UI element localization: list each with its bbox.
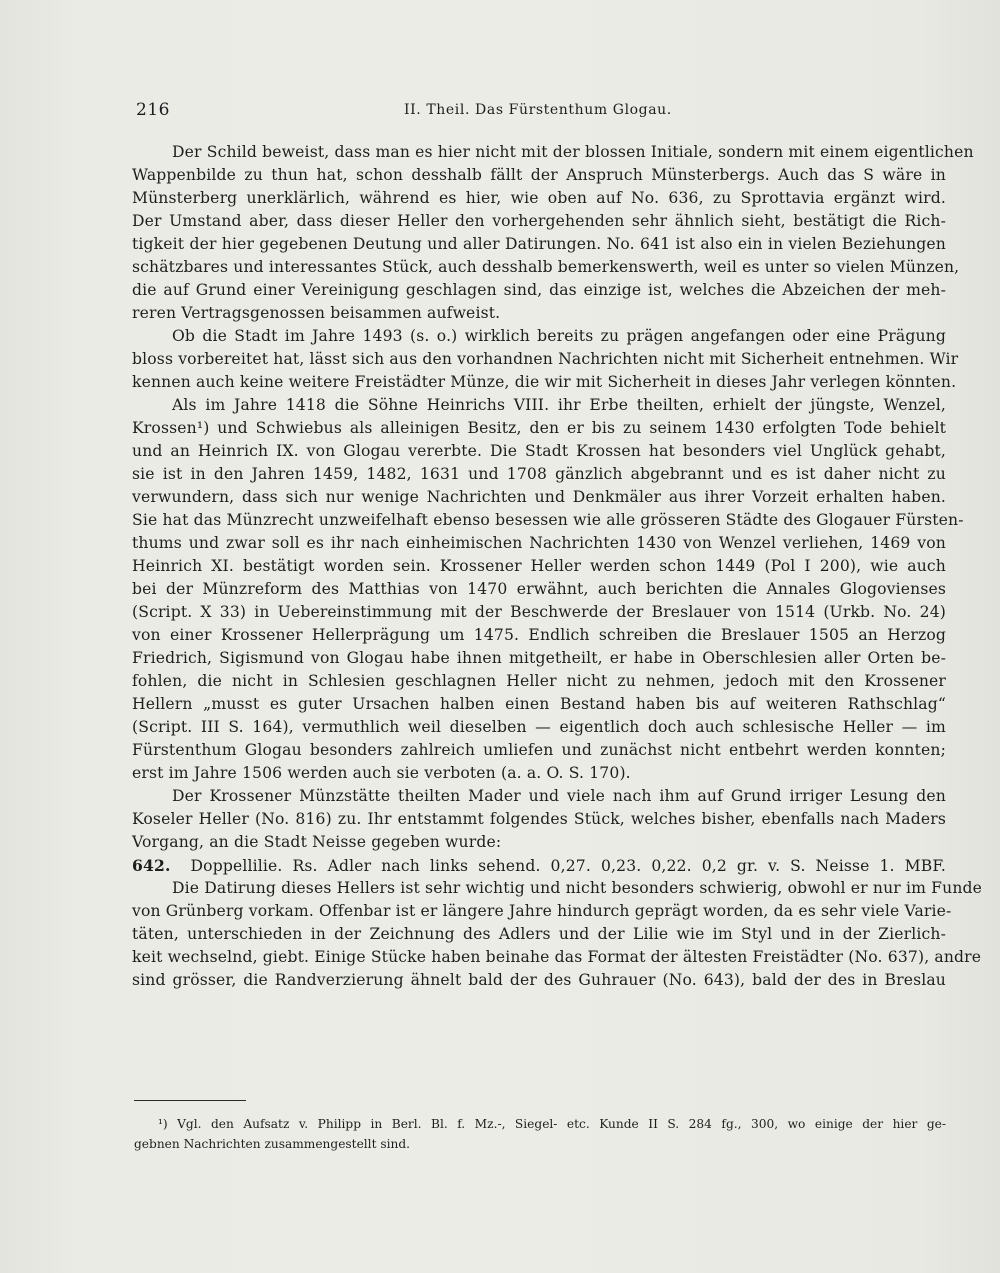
text-line: Wappenbilde zu thun hat, schon desshalb fällt der Anspruch Münsterbergs. Auch das S wäre in — [132, 166, 946, 184]
text-line: täten, unterschieden in der Zeichnung des Adlers und der Lilie wie im Styl und in der Zierlich- — [132, 925, 946, 943]
text-line: (Script. III S. 164), vermuthlich weil dieselben — eigentlich doch auch schlesische Heller — im — [132, 718, 946, 736]
text-line: (Script. X 33) in Uebereinstimmung mit der Beschwerde der Breslauer von 1514 (Urkb. No. 24) — [132, 603, 946, 621]
text-line: Ob die Stadt im Jahre 1493 (s. o.) wirklich bereits zu prägen angefangen oder eine Prägung — [172, 327, 946, 345]
text-line: reren Vertragsgenossen beisammen aufweist. — [132, 304, 501, 322]
entry-number: 642. — [132, 856, 171, 875]
text-line: thums und zwar soll es ihr nach einheimischen Nachrichten 1430 von Wenzel verliehen, 1469 von — [132, 534, 946, 552]
text-line: Krossen¹) und Schwiebus als alleinigen Besitz, den er bis zu seinem 1430 erfolgten Tode behielt — [132, 419, 946, 437]
text-line: Die Datirung dieses Hellers ist sehr wichtig und nicht besonders schwierig, obwohl er nur im Funde — [172, 879, 983, 897]
text-line: Koseler Heller (No. 816) zu. Ihr entstammt folgendes Stück, welches bisher, ebenfalls nach Maders — [132, 810, 946, 828]
text-line: und an Heinrich IX. von Glogau vererbte. Die Stadt Krossen hat besonders viel Unglück gehabt, — [132, 442, 946, 460]
body-text — [132, 141, 983, 992]
text-line: schätzbares und interessantes Stück, auch desshalb bemerkenswerth, weil es unter so vielen Münzen, — [132, 258, 960, 276]
text-line: Der Krossener Münzstätte theilten Mader und viele nach ihm auf Grund irriger Lesung den — [172, 787, 946, 805]
page-header — [136, 100, 946, 124]
text-line: verwundern, dass sich nur wenige Nachrichten und Denkmäler aus ihrer Vorzeit erhalten haben. — [132, 488, 946, 506]
running-head: II. Theil. Das Fürstenthum Glogau. — [404, 102, 672, 118]
text-line: kennen auch keine weitere Freistädter Münze, die wir mit Sicherheit in dieses Jahr verlegen könnten. — [132, 373, 957, 391]
text-line: Friedrich, Sigismund von Glogau habe ihnen mitgetheilt, er habe in Oberschlesien aller Orten be- — [132, 649, 946, 667]
text-line: keit wechselnd, giebt. Einige Stücke haben beinahe das Format der ältesten Freistädter (No. 637), andre — [132, 948, 982, 966]
text-line: die auf Grund einer Vereinigung geschlagen sind, das einzige ist, welches die Abzeichen der meh- — [132, 281, 946, 299]
text-line: Der Schild beweist, dass man es hier nicht mit der blossen Initiale, sondern mit einem eigentlichen — [172, 143, 974, 161]
text-line: sie ist in den Jahren 1459, 1482, 1631 und 1708 gänzlich abgebrannt und es ist daher nicht zu — [132, 465, 946, 483]
text-line: erst im Jahre 1506 werden auch sie verboten (a. a. O. S. 170). — [132, 764, 631, 782]
text-line: Münsterberg unerklärlich, während es hier, wie oben auf No. 636, zu Sprottavia ergänzt wird. — [132, 189, 946, 207]
text-line: Fürstenthum Glogau besonders zahlreich umliefen und zunächst nicht entbehrt werden konnten; — [132, 741, 946, 759]
footnote-line: ¹) Vgl. den Aufsatz v. Philipp in Berl. Bl. f. Mz.-, Siegel- etc. Kunde II S. 284 fg., 300, wo einige der hier ge- — [158, 1117, 946, 1131]
text-line: Als im Jahre 1418 die Söhne Heinrichs VIII. ihr Erbe theilten, erhielt der jüngste, Wenzel, — [172, 396, 946, 414]
text-line: von einer Krossener Hellerprägung um 1475. Endlich schreiben die Breslauer 1505 an Herzog — [132, 626, 946, 644]
footnotes — [134, 1114, 946, 1154]
text-line: Heinrich XI. bestätigt worden sein. Krossener Heller werden schon 1449 (Pol I 200), wie auch — [132, 557, 946, 575]
page-number: 216 — [136, 100, 170, 120]
entry-description: Doppellilie. Rs. Adler nach links sehend. 0,27. 0,23. 0,22. 0,2 gr. v. S. Neisse 1. MBF. — [190, 857, 946, 875]
text-line: Vorgang, an die Stadt Neisse gegeben wurde: — [132, 833, 502, 851]
text-line: Der Umstand aber, dass dieser Heller den vorhergehenden sehr ähnlich sieht, bestätigt die Rich- — [132, 212, 946, 230]
text-line: fohlen, die nicht in Schlesien geschlagnen Heller nicht zu nehmen, jedoch mit den Krossener — [132, 672, 946, 690]
text-line: tigkeit der hier gegebenen Deutung und aller Datirungen. No. 641 ist also ein in vielen Beziehungen — [132, 235, 946, 253]
text-line: Sie hat das Münzrecht unzweifelhaft ebenso besessen wie alle grösseren Städte des Glogauer Fürsten- — [132, 511, 964, 529]
footnote-divider — [134, 1100, 246, 1101]
text-line: von Grünberg vorkam. Offenbar ist er längere Jahre hindurch geprägt worden, da es sehr viele Varie- — [132, 902, 952, 920]
text-line: Hellern „musst es guter Ursachen halben einen Bestand haben bis auf weiteren Rathschlag“ — [132, 695, 946, 713]
catalog-entry — [132, 854, 946, 877]
text-line: sind grösser, die Randverzierung ähnelt bald der des Guhrauer (No. 643), bald der des in Breslau — [132, 971, 946, 989]
footnote-line: gebnen Nachrichten zusammengestellt sind. — [134, 1137, 411, 1151]
text-line: bloss vorbereitet hat, lässt sich aus den vorhandnen Nachrichten nicht mit Sicherheit entnehmen. Wir — [132, 350, 959, 368]
text-line: bei der Münzreform des Matthias von 1470 erwähnt, auch berichten die Annales Glogovienses — [132, 580, 946, 598]
